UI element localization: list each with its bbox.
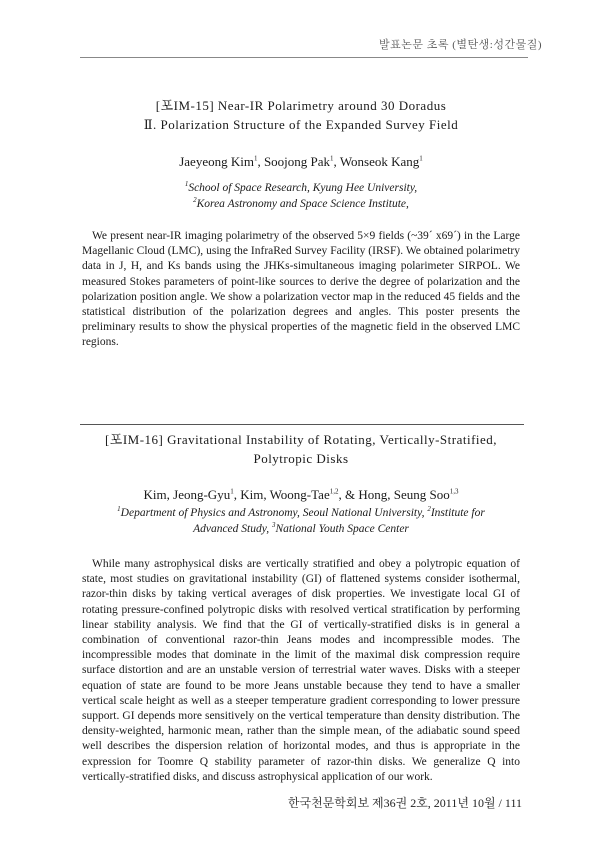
abstract-title (82, 430, 520, 468)
abstract-title (82, 96, 520, 134)
affiliation-text: Korea Astronomy and Space Science Institute, (196, 198, 409, 210)
header-rule (80, 57, 528, 58)
author-separator: , (333, 154, 340, 169)
author-separator: , (233, 487, 241, 502)
affiliation-superscript: 1 (117, 505, 121, 514)
author-superscript: 1 (330, 154, 334, 163)
page-footer: 한국천문학회보 제36권 2호, 2011년 10월 / 111 (287, 796, 522, 810)
title-line-2: Ⅱ. Polarization Structure of the Expanded Survey Field (143, 117, 459, 132)
author-superscript: 1 (230, 487, 234, 496)
author-name: Wonseok Kang (339, 154, 420, 169)
title-line-1: [포IM-16] Gravitational Instability of Rotating, Vertically-Stratified, (104, 432, 498, 447)
abstract-body: While many astrophysical disks are vertically stratified and obey a polytropic equation of state, most studies on gravitational instability (GI) of flattened systems consider isothermal, razor-thin disks by taking vertical averages of disk properties. We investigate local GI of rotating pressure-confined polytropic disks with resolved vertical stratification by performing linear stability analysis. We find that the GI of vertically-stratified disks is in general a combination of conventional razor-thin Jeans modes and incompressible modes. The incompressible modes that dominate in the limit of the maximal disk compression require surface distortion and are an unstable version of terrestrial water waves. Disks with a steeper equation of state are found to be more Jeans unstable because they tend to have a smaller vertical scale height as well as a steeper temperature gradient corresponding to lower pressure support. GI depends more sensitively on the vertical temperature than density distribution. The density-weighted, harmonic mean, rather than the simple mean, of the adiabatic sound speed well describes the dispersion relation of horizontal modes, and thus is appropriate in the expression for Toomre Q stability parameter of razor-thin disks. We generalize Q into vertically-stratified disks, and discuss astrophysical application of our work. (82, 558, 520, 783)
running-head: 발표논문 초록 (별탄생:성간물질) (378, 39, 542, 51)
author-name: Soojong Pak (263, 154, 331, 169)
author-separator: , & (338, 487, 359, 502)
affiliation-line (82, 196, 520, 212)
author-list (82, 154, 520, 170)
affiliation-superscript: 3 (271, 521, 276, 530)
title-line-2: Polytropic Disks (253, 451, 349, 466)
affiliation-superscript: 1 (184, 180, 189, 189)
author-name: Kim, Jeong-Gyu (143, 487, 231, 502)
affiliation-line (82, 521, 520, 537)
author-name: Kim, Woong-Tae (240, 487, 330, 502)
affiliation-superscript: 2 (193, 196, 197, 205)
affiliation-line (82, 180, 520, 196)
title-line-1: [포IM-15] Near-IR Polarimetry around 30 Doradus (155, 98, 447, 113)
author-superscript: 1 (253, 154, 258, 163)
author-list (82, 487, 520, 503)
author-separator: , (257, 154, 264, 169)
abstract-im16 (82, 424, 520, 785)
author-superscript: 1 (419, 154, 423, 163)
author-name: Hong, Seung Soo (358, 487, 450, 502)
affiliation-text: Advanced Study, (193, 523, 272, 535)
affiliation-text: School of Space Research, Kyung Hee University, (188, 182, 418, 194)
affiliation-text: National Youth Space Center (275, 523, 409, 535)
author-superscript: 1,3 (449, 487, 459, 496)
abstract-im15 (82, 96, 520, 351)
affiliation-superscript: 2 (427, 505, 431, 514)
abstract-body: We present near-IR imaging polarimetry of the observed 5×9 fields (~39´ x69´) in the Large Magellanic Cloud (LMC), using the InfraRed Survey Facility (IRSF). We obtained polarimetry data in J, H, and Ks bands using the JHKs-simultaneous imaging polarimeter SIRPOL. We measured Stokes parameters of point-like sources to derive the degree of polarization and the polarization position angle. We show a polarization vector map in the reduced 45 fields and the statistical distribution of the polarization degrees and angles. This poster presents the preliminary results to show the physical properties of the magnetic field in the observed LMC regions. (82, 230, 520, 349)
affiliation-text: Institute for (430, 507, 485, 519)
affiliation-text: Department of Physics and Astronomy, Seoul National University, (120, 507, 428, 519)
author-superscript: 1,2 (329, 487, 339, 496)
affiliation-line (82, 505, 520, 521)
author-name: Jaeyeong Kim (179, 154, 254, 169)
